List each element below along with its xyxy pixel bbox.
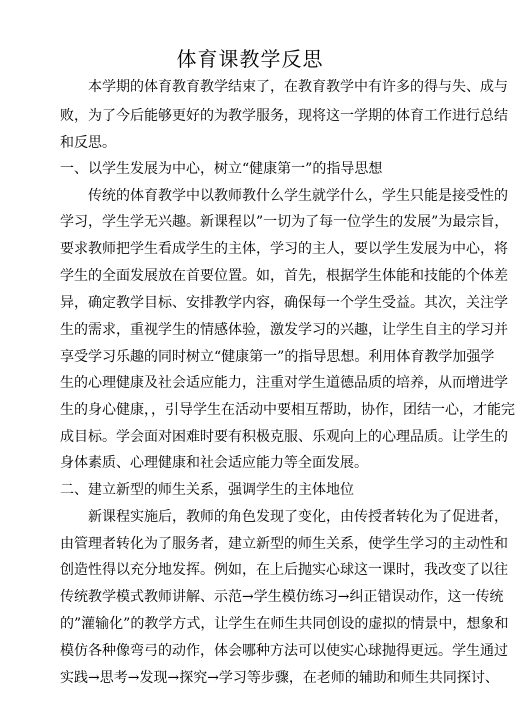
section-heading: 二、建立新型的师生关系，强调学生的主体地位 <box>60 482 354 498</box>
text-line: 的”灌输化”的教学方式，让学生在师生共同创设的虚拟的情景中，想象和 <box>60 616 509 632</box>
text-line: 学习，学生学无兴趣。新课程以”一切为了每一位学生的发展”为最宗旨， <box>60 214 509 230</box>
text-line: 生的心理健康及社会适应能力，注重对学生道德品质的培养，从而增进学 <box>60 375 508 391</box>
text-line: 生的需求，重视学生的情感体验，激发学习的兴趣，让学生自主的学习并 <box>60 322 508 338</box>
text-line: 生的身心健康，，引导学生在活动中要相互帮助，协作，团结一心，才能完 <box>60 402 515 418</box>
text-line: 传统教学模式教师讲解、示范→学生模仿练习→纠正错误动作，这一传统 <box>60 589 504 605</box>
text-line: 学生的全面发展放在首要位置。如，首先，根据学生体能和技能的个体差 <box>60 268 508 284</box>
text-line: 传统的体育教学中以教师教什么学生就学什么，学生只能是接受性的 <box>88 188 508 204</box>
text-line: 模仿各种像弯弓的动作，体会哪种方法可以使实心球抛得更远。学生通过 <box>60 643 508 659</box>
text-line: 和反思。 <box>60 135 116 151</box>
text-line: 本学期的体育教育教学结束了，在教育教学中有许多的得与失、成与 <box>88 79 508 95</box>
text-line: 实践→思考→发现→探究→学习等步骤，在老师的辅助和师生共同探讨、 <box>60 670 499 686</box>
section-heading: 一、以学生发展为中心，树立“健康第一”的指导思想 <box>60 161 383 177</box>
text-line: 新课程实施后，教师的角色发现了变化，由传授者转化为了促进者， <box>88 509 508 525</box>
document-title: 体育课教学反思 <box>176 47 324 71</box>
text-line: 异，确定教学目标、安排教学内容，确保每一个学生受益。其次，关注学 <box>60 295 508 311</box>
text-line: 成目标。学会面对困难时要有积极克服、乐观向上的心理品质。让学生的 <box>60 429 508 445</box>
text-line: 身体素质、心理健康和社会适应能力等全面发展。 <box>60 455 368 471</box>
text-line: 由管理者转化为了服务者，建立新型的师生关系，使学生学习的主动性和 <box>60 536 508 552</box>
text-line: 创造性得以充分地发挥。例如，在上后抛实心球这一课时，我改变了以往 <box>60 562 508 578</box>
text-line: 要求教师把学生看成学生的主体，学习的主人，要以学生发展为中心，将 <box>60 241 508 257</box>
text-line: 败，为了今后能够更好的为教学服务，现将这一学期的体育工作进行总结 <box>60 108 508 124</box>
text-line: 享受学习乐趣的同时树立“健康第一”的指导思想。利用体育教学加强学 <box>60 349 495 365</box>
